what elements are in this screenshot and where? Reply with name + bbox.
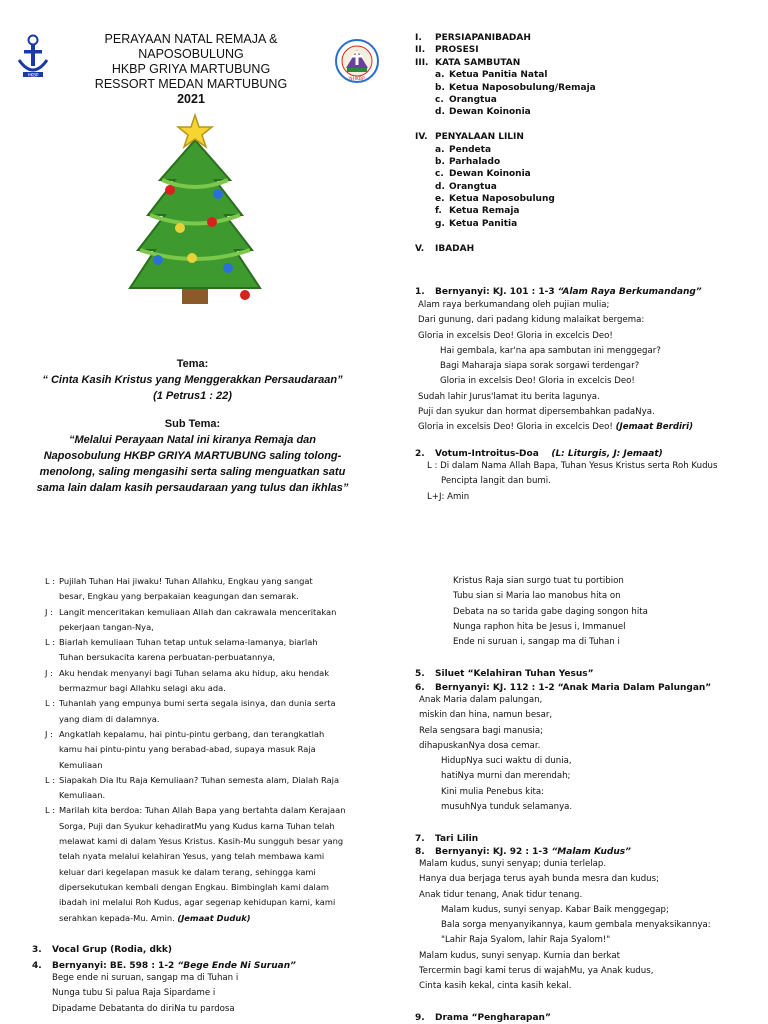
song-line — [419, 769, 755, 784]
song-line-text: Alam raya berkumandang oleh pujian mulia; — [418, 300, 610, 310]
song-line — [419, 903, 760, 918]
votum-section — [415, 449, 755, 505]
item-4-continuation — [453, 574, 753, 650]
order-of-service-outline — [415, 32, 745, 255]
song-line-text: dihapuskanNya dosa cemar. — [419, 740, 541, 751]
litany-line: yang diam di dalamnya. — [59, 713, 160, 724]
song-line — [418, 329, 755, 344]
outline-number: I. — [415, 33, 422, 43]
litany-entry — [45, 635, 375, 666]
speaker-label: J : — [45, 606, 53, 617]
speaker-label: J : — [45, 667, 53, 678]
song-line-text: Hai gembala, kar'na apa sambutan ini menggegar? — [440, 345, 661, 356]
outline-item — [415, 156, 745, 168]
item-7 — [415, 826, 478, 845]
song-line-text: Rela sengsara bagi manusia; — [419, 725, 544, 736]
item-number: 7. — [415, 834, 425, 844]
outline-item — [415, 181, 745, 193]
litany-line: serahkan kepada-Mu. Amin. — [59, 912, 175, 923]
sub-theme-line: menolong, saling mengasihi serta saling menguatkan satu — [39, 466, 346, 478]
litany-entry — [45, 574, 375, 605]
litany-line: kamu hai pintu-pintu yang berabad-abad, supaya masuk Raja — [59, 744, 316, 755]
song-line: Nunga tubu Si palua Raja Sipardame i — [52, 988, 216, 999]
item-title: Bernyanyi: KJ. 92 : 1-3 — [435, 847, 549, 857]
outline-item — [415, 119, 745, 131]
outline-item — [415, 144, 745, 156]
item-number: 1. — [415, 287, 425, 297]
song-line-text: Dari gunung, dari padang kidung malaikat bergema: — [418, 315, 645, 326]
song-line — [419, 785, 755, 800]
outline-number: c. — [435, 169, 444, 180]
outline-number: c. — [435, 94, 444, 105]
item-title: Tari Lilin — [435, 834, 479, 844]
litany-entry — [45, 803, 375, 925]
song-line-text: Bagi Maharaja siapa sorak sorgawi terdengar? — [440, 361, 640, 372]
song-line — [418, 390, 755, 405]
litany-line: ibadah ini melalui Roh Kudus, agar segenap kehidupan kami, kami — [59, 897, 336, 908]
theme-block — [20, 356, 365, 496]
litany-line: telah nyata melalui kelahiran Yesus, yang telah membawa kami — [59, 851, 325, 862]
outline-label: Dewan Koinonia — [449, 169, 531, 180]
litany-entry — [45, 666, 375, 697]
song-line — [419, 800, 755, 815]
song-line — [419, 964, 760, 979]
song-line: Bege ende ni suruan, sangap ma di Tuhan i — [52, 973, 239, 983]
item-number: 9. — [415, 1013, 425, 1023]
christmas-tree-illustration — [120, 110, 270, 325]
item-number: 2. — [415, 449, 425, 459]
song-line-text: Gloria in excelsis Deo! Gloria in excelcis Deo! — [418, 330, 613, 341]
outline-item — [415, 94, 745, 106]
item-title: Drama “Pengharapan” — [435, 1013, 551, 1023]
song-line — [419, 724, 755, 739]
item-number: 5. — [415, 669, 425, 679]
hkbp-logo — [15, 32, 51, 82]
song-line-text: Malam kudus, sunyi senyap. Kabar Baik menggegap; — [441, 904, 669, 915]
item-title-italic: “Bege Ende Ni Suruan” — [177, 961, 296, 971]
song-line-text: Cinta kasih kekal, cinta kasih kekal. — [419, 981, 572, 992]
item-8 — [415, 847, 760, 995]
song-line-text: Gloria in excelsis Deo! Gloria in excelcis Deo! — [440, 376, 635, 387]
song-line-text: Hanya dua berjaga terus ayah bunda mesra dan kudus; — [419, 874, 659, 885]
litany-line: bermazmur bagi Allahku selagi aku ada. — [59, 683, 226, 694]
speaker-label: L : — [45, 805, 56, 816]
outline-number: b. — [435, 156, 445, 167]
outline-item — [415, 218, 745, 230]
litany-line: keluar dari kegelapan masuk ke dalam terang, sehingga kami — [59, 866, 316, 877]
song-line — [419, 857, 760, 872]
song-line — [418, 313, 755, 328]
outline-label: Ketua Remaja — [449, 206, 520, 217]
votum-line: Pencipta langit dan bumi. — [441, 476, 551, 487]
votum-line: L : Di dalam Nama Allah Bapa, Tuhan Yesus Kristus serta Roh Kudus — [427, 461, 718, 471]
litany-line: dipersekutukan kembali dengan Engkau. Bimbinglah kami dalam — [59, 881, 330, 892]
item-3 — [32, 937, 172, 956]
outline-label: Ketua Naposobulung/Remaja — [449, 82, 596, 93]
theme-label: Tema: — [176, 358, 209, 370]
outline-label: Ketua Panitia — [449, 218, 518, 229]
outline-label: KATA SAMBUTAN — [435, 57, 521, 68]
speaker-label: J : — [45, 728, 53, 739]
litany-entry — [45, 696, 375, 727]
litany-line: Tuhan bersukacita karena perbuatan-perbuatannya, — [59, 652, 276, 663]
item-title: Bernyanyi: BE. 598 : 1-2 — [52, 961, 175, 971]
outline-item — [415, 243, 745, 255]
litany-line: Marilah kita berdoa: Tuhan Allah Bapa yang bertahta dalam Kerajaan — [59, 805, 346, 816]
outline-label: Dewan Koinonia — [449, 107, 531, 118]
song-line — [419, 693, 755, 708]
song-line — [419, 933, 760, 948]
outline-number: b. — [435, 82, 445, 93]
speaker-label: L : — [45, 698, 56, 709]
item-4 — [32, 961, 372, 1017]
song-line — [419, 754, 755, 769]
congregation-note: (Jemaat Duduk) — [177, 912, 251, 923]
item-number: 8. — [415, 847, 425, 857]
item-5 — [415, 661, 594, 680]
litany-line: Biarlah kemuliaan Tuhan tetap untuk selama-lamanya, biarlah — [59, 637, 318, 648]
song-line-text: Sudah lahir Jurus'lamat itu berita lagunya. — [418, 391, 600, 402]
outline-number: III. — [415, 57, 429, 68]
song-1 — [415, 287, 755, 436]
outline-number: IV. — [415, 132, 428, 143]
speaker-label: L : — [45, 637, 56, 648]
song-line-text: Tercermin bagi kami terus di wajahMu, ya Anak kudus, — [419, 966, 654, 977]
outline-number: a. — [435, 144, 445, 155]
item-title: Siluet “Kelahiran Tuhan Yesus” — [435, 669, 594, 679]
outline-number: II. — [415, 45, 426, 56]
song-line-text: "Lahir Raja Syalom, lahir Raja Syalom!" — [441, 935, 611, 946]
outline-number: V. — [415, 243, 425, 254]
song-line-text: Gloria in excelsis Deo! Gloria in excelcis Deo! — [418, 422, 613, 433]
outline-number: e. — [435, 194, 445, 205]
svg-text:HKBP: HKBP — [27, 72, 39, 78]
litany-line: Kemuliaan — [59, 759, 103, 770]
litany-line: Sorga, Puji dan Syukur kehadiratMu yang Kudus karna Tuhan telah — [59, 820, 335, 831]
song-line-text: Anak Maria dalam palungan, — [419, 695, 543, 705]
song-line — [419, 872, 760, 887]
outline-item — [415, 57, 745, 69]
song-line — [419, 708, 755, 723]
song-line-text: Puji dan syukur dan hormat dipersembahkan padaNya. — [418, 407, 655, 418]
outline-number: g. — [435, 218, 445, 229]
outline-label: Orangtua — [449, 94, 497, 105]
song-line — [418, 420, 755, 435]
litany-line: Pujilah Tuhan Hai jiwaku! Tuhan Allahku, Engkau yang sangat — [59, 576, 313, 586]
votum-note: (L: Liturgis, J: Jemaat) — [551, 449, 663, 459]
song-line-text: HidupNya suci waktu di dunia, — [441, 756, 572, 767]
header-line-3: RESSORT MEDAN MARTUBUNG — [94, 77, 288, 91]
outline-label: PROSESI — [435, 45, 479, 56]
outline-item — [415, 82, 745, 94]
song-line: Debata na so tarida gabe daging songon hita — [453, 606, 648, 617]
speaker-label: L : — [45, 576, 56, 586]
item-title: Bernyanyi: KJ. 112 : 1-2 “Anak Maria Dalam Palungan” — [435, 683, 712, 693]
song-line — [418, 298, 755, 313]
song-line-text: miskin dan hina, namun besar, — [419, 710, 553, 721]
item-number: 3. — [32, 945, 42, 955]
song-line: Kristus Raja sian surgo tuat tu portibion — [453, 576, 624, 586]
outline-number: d. — [435, 107, 445, 118]
outline-label: PENYALAAN LILIN — [435, 132, 524, 143]
song-line — [419, 739, 755, 754]
theme-reference: (1 Petrus1 : 22) — [153, 390, 232, 402]
nhkbp-logo — [334, 38, 380, 84]
outline-item — [415, 193, 745, 205]
outline-item — [415, 44, 745, 56]
song-line: Dipadame Debatanta do diriNa tu pardosa — [52, 1003, 235, 1014]
song-lyrics — [415, 298, 755, 436]
header-year: 2021 — [177, 92, 205, 106]
speaker-label: L : — [45, 774, 56, 785]
song-line-text: Malam kudus, sunyi senyap. Kurnia dan berkat — [419, 950, 620, 961]
item-title-italic: “Malam Kudus” — [551, 847, 631, 857]
item-title: Vocal Grup (Rodia, dkk) — [52, 945, 172, 955]
svg-text:NHKBP: NHKBP — [349, 77, 365, 82]
item-number: 4. — [32, 961, 42, 971]
song-line — [418, 374, 755, 389]
outline-item — [415, 131, 745, 143]
outline-label: Ketua Naposobulung — [449, 194, 555, 205]
song-line — [419, 949, 760, 964]
outline-label: Ketua Panitia Natal — [449, 70, 548, 81]
outline-item — [415, 32, 745, 44]
outline-label: PERSIAPANIBADAH — [435, 33, 531, 43]
song-title: Bernyanyi: KJ. 101 : 1-3 — [435, 287, 555, 297]
outline-item — [415, 168, 745, 180]
litany-line: pekerjaan tangan-Nya, — [59, 621, 154, 632]
song-line: Nunga raphon hita be Jesus i, Immanuel — [453, 621, 626, 632]
song-line-text: hatiNya murni dan merendah; — [441, 771, 571, 782]
litany-line: Siapakah Dia Itu Raja Kemuliaan? Tuhan semesta alam, Dialah Raja — [59, 774, 340, 785]
votum-amen: L+J: Amin — [427, 491, 470, 502]
outline-label: IBADAH — [435, 243, 475, 254]
litany-line: melawat kami di dalam Yesus Kristus. Kasih-Mu sungguh besar yang — [59, 836, 344, 847]
sub-theme-label: Sub Tema: — [164, 418, 221, 430]
litany-entry — [45, 727, 375, 773]
song-line — [419, 979, 760, 994]
song-line-text: Kini mulia Penebus kita: — [441, 786, 545, 797]
song-line: Tubu sian si Maria lao manobus hita on — [453, 591, 621, 602]
song-line-text: Anak tidur tenang, Anak tidur tenang. — [419, 889, 583, 900]
outline-label: Pendeta — [449, 144, 492, 155]
song-line-text: Malam kudus, sunyi senyap; dunia terlelap. — [419, 859, 607, 869]
song-lyrics — [415, 693, 755, 815]
header-line-2: HKBP GRIYA MARTUBUNG — [111, 62, 271, 76]
song-line — [419, 918, 760, 933]
litany-entry — [45, 605, 375, 636]
outline-item — [415, 69, 745, 81]
litany-line: Angkatlah kepalamu, hai pintu-pintu gerbang, dan terangkatlah — [59, 728, 325, 739]
litany-line: besar, Engkau yang berpakaian keagungan dan semarak. — [59, 591, 299, 602]
theme-text: “ Cinta Kasih Kristus yang Menggerakkan Persaudaraan” — [42, 374, 343, 386]
song-title-italic: “Alam Raya Berkumandang” — [557, 287, 702, 297]
outline-number: f. — [435, 206, 442, 217]
outline-label: Parhalado — [449, 156, 501, 167]
litany-line: Langit menceritakan kemuliaan Allah dan cakrawala menceritakan — [59, 606, 337, 617]
cross-emblem-icon — [15, 32, 51, 82]
song-line — [418, 344, 755, 359]
header-line-1: PERAYAAN NATAL REMAJA & NAPOSOBULUNG — [104, 32, 278, 61]
litany-line: Kemuliaan. — [59, 790, 106, 801]
song-line — [418, 405, 755, 420]
litany-line: Tuhanlah yang empunya bumi serta segala isinya, dan dunia serta — [59, 698, 336, 709]
song-line — [419, 888, 760, 903]
item-6 — [415, 683, 755, 815]
outline-item — [415, 106, 745, 118]
item-number: 6. — [415, 683, 425, 693]
litany-entry — [45, 773, 375, 804]
youth-emblem-icon — [334, 38, 380, 84]
outline-item — [415, 205, 745, 217]
song-line: Ende ni suruan i, sangap ma di Tuhan i — [453, 637, 620, 648]
song-line — [418, 359, 755, 374]
sub-theme-line: Naposobulung HKBP GRIYA MARTUBUNG saling tolong- — [43, 450, 342, 462]
outline-label: Orangtua — [449, 181, 497, 192]
litany-section — [45, 574, 375, 926]
outline-number: a. — [435, 70, 445, 81]
song-line-text: musuhNya tunduk selamanya. — [441, 802, 573, 813]
item-9 — [415, 1005, 551, 1024]
sub-theme-line: “Melalui Perayaan Natal ini kiranya Remaja dan — [69, 434, 316, 446]
votum-title: Votum-Introitus-Doa — [435, 449, 539, 459]
song-lyrics — [415, 857, 760, 995]
outline-number: d. — [435, 181, 445, 192]
christmas-tree-icon — [120, 110, 270, 325]
sub-theme-line: sama lain dalam kasih persaudaraan yang tulus dan ikhlas” — [36, 482, 349, 494]
event-header — [60, 32, 322, 107]
outline-item — [415, 230, 745, 242]
song-line-text: Bala sorga menyanyikannya, kaum gembala menyaksikannya: — [441, 920, 711, 931]
congregation-note: (Jemaat Berdiri) — [615, 422, 694, 433]
litany-line: Aku hendak menyanyi bagi Tuhan selama aku hidup, aku hendak — [59, 667, 330, 678]
